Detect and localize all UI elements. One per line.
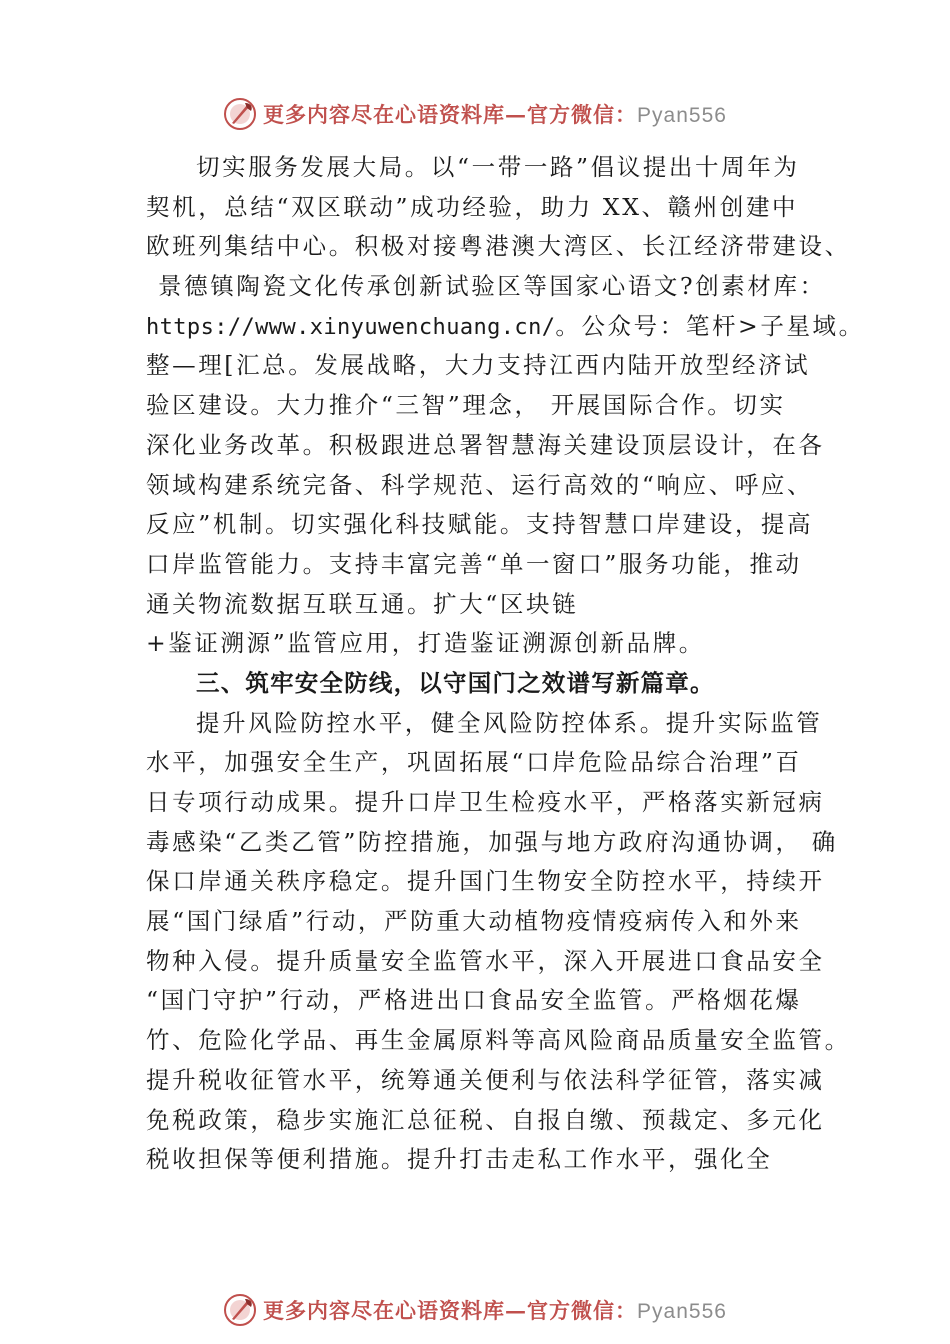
paragraph-line: 通关物流数据互联互通。扩大“区块链 — [146, 589, 579, 618]
paragraph-line: 展“国门绿盾”行动，严防重大动植物疫情疫病传入和外来 — [146, 907, 802, 936]
paragraph-line-url — [146, 307, 865, 347]
paragraph-line: 验区建设。大力推介“三智”理念， 开展国际合作。切实 — [146, 391, 786, 420]
section-heading: 三、筑牢安全防线，以守国门之效谱写新篇章。 — [196, 668, 715, 697]
url-text: https://www.xinyuwenchuang.cn/ — [146, 314, 556, 340]
paragraph-line: 反应”机制。切实强化科技赋能。支持智慧口岸建设，提高 — [146, 510, 814, 539]
paragraph-line: 免税政策，稳步实施汇总征税、自报自缴、预裁定、多元化 — [146, 1105, 825, 1134]
paragraph-line: 契机，总结“双区联动”成功经验，助力 XX、赣州创建中 — [146, 192, 799, 221]
paragraph-line: 深化业务改革。积极跟进总署智慧海关建设顶层设计，在各 — [146, 430, 825, 459]
paragraph-line: 领域构建系统完备、科学规范、运行高效的“响应、呼应、 — [146, 470, 814, 499]
url-suffix-text: 。公众号：笔杆>子星域。 — [555, 311, 865, 340]
paragraph-line: “国门守护”行动，严格进出口食品安全监管。严格烟花爆 — [146, 986, 802, 1015]
watermark-banner-top — [0, 92, 950, 136]
paragraph-line: 提升税收征管水平，统筹通关便利与依法科学征管，落实减 — [146, 1065, 825, 1094]
paragraph-line: 水平，加强安全生产，巩固拓展“口岸危险品综合治理”百 — [146, 748, 802, 777]
quill-logo-icon — [223, 97, 257, 131]
wechat-id: Pyan556 — [637, 104, 727, 127]
paragraph-line: 切实服务发展大局。以“一带一路”倡议提出十周年为 — [196, 153, 800, 181]
document-body — [146, 148, 865, 1180]
watermark-text: 更多内容尽在心语资料库—官方微信：Pyan556 — [263, 102, 727, 127]
paragraph-line: +鉴证溯源”监管应用，打造鉴证溯源创新品牌。 — [146, 629, 705, 658]
paragraph-line: 欧班列集结中心。积极对接粤港澳大湾区、长江经济带建设、 — [146, 232, 851, 261]
paragraph-line: 景德镇陶瓷文化传承创新试验区等国家心语文?创素材库： — [158, 272, 826, 301]
paragraph-line: 税收担保等便利措施。提升打击走私工作水平，强化全 — [146, 1145, 773, 1174]
wechat-id: Pyan556 — [637, 1300, 727, 1323]
watermark-banner-bottom — [0, 1288, 950, 1332]
watermark-text: 更多内容尽在心语资料库—官方微信：Pyan556 — [263, 1298, 727, 1323]
paragraph-line: 提升风险防控水平，健全风险防控体系。提升实际监管 — [196, 708, 823, 737]
paragraph-line: 日专项行动成果。提升口岸卫生检疫水平，严格落实新冠病 — [146, 788, 825, 816]
paragraph-line: 保口岸通关秩序稳定。提升国门生物安全防控水平，持续开 — [146, 867, 825, 896]
paragraph-line: 物种入侵。提升质量安全监管水平，深入开展进口食品安全 — [146, 946, 825, 975]
paragraph-line: 口岸监管能力。支持丰富完善“单一窗口”服务功能，推动 — [146, 549, 802, 578]
quill-logo-icon — [223, 1293, 257, 1327]
paragraph-line: 竹、危险化学品、再生金属原料等高风险商品质量安全监管。 — [146, 1026, 851, 1055]
paragraph-line: 整—理[汇总。发展战略，大力支持江西内陆开放型经济试 — [146, 351, 811, 380]
paragraph-line: 毒感染“乙类乙管”防控措施，加强与地方政府沟通协调， 确 — [146, 827, 838, 856]
